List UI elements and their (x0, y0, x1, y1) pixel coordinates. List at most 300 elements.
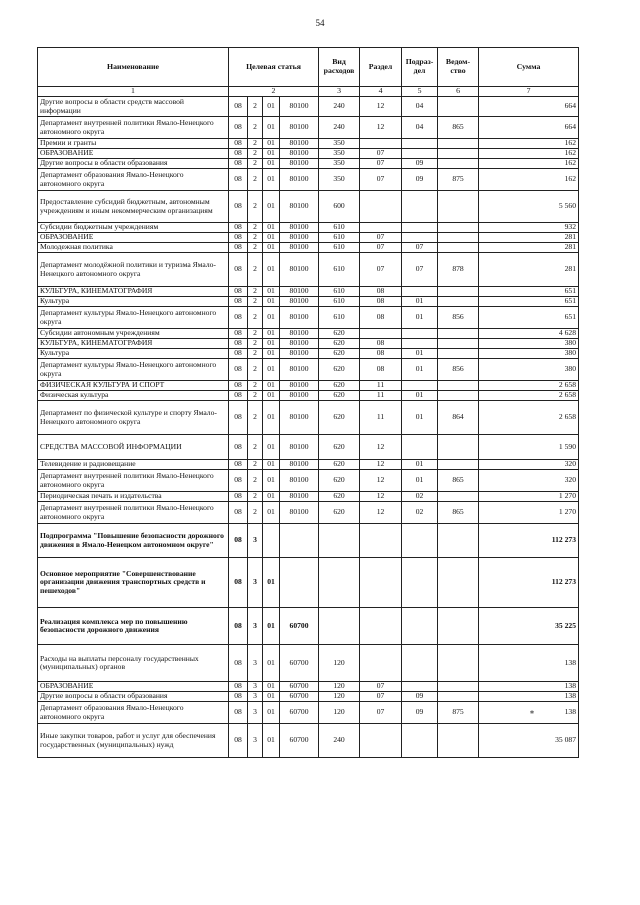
cell-department (438, 460, 479, 470)
cell-expense-type: 600 (319, 191, 360, 223)
cell-department (438, 297, 479, 307)
cell-direction-code: 80100 (280, 149, 319, 159)
cell-subprogram-code: 2 (248, 359, 263, 381)
cell-event-code: 01 (263, 435, 280, 460)
cell-subprogram-code: 2 (248, 297, 263, 307)
cell-event-code: 01 (263, 502, 280, 524)
cell-name: СРЕДСТВА МАССОВОЙ ИНФОРМАЦИИ (38, 435, 229, 460)
cell-program-code: 08 (229, 470, 248, 492)
column-number: 3 (319, 87, 360, 97)
cell-section: 08 (360, 307, 402, 329)
cell-event-code: 01 (263, 159, 280, 169)
table-header-row (38, 48, 579, 87)
cell-subprogram-code: 2 (248, 287, 263, 297)
cell-sum: 4 628 (479, 329, 579, 339)
cell-section: 07 (360, 243, 402, 253)
cell-direction-code (280, 558, 319, 608)
table-row (38, 139, 579, 149)
cell-department: 865 (438, 470, 479, 492)
cell-section: 12 (360, 117, 402, 139)
cell-section: 07 (360, 702, 402, 724)
cell-program-code: 08 (229, 149, 248, 159)
cell-event-code: 01 (263, 349, 280, 359)
cell-section: 08 (360, 359, 402, 381)
table-row (38, 608, 579, 645)
cell-name: Департамент образования Ямало-Ненецкого автономного округа (38, 169, 229, 191)
cell-event-code (263, 524, 280, 558)
table-row (38, 233, 579, 243)
cell-section (360, 139, 402, 149)
cell-department (438, 97, 479, 117)
cell-expense-type: 610 (319, 233, 360, 243)
cell-event-code: 01 (263, 470, 280, 492)
cell-direction-code: 60700 (280, 702, 319, 724)
cell-subsection: 09 (402, 702, 438, 724)
cell-name: Департамент культуры Ямало-Ненецкого автономного округа (38, 359, 229, 381)
table-row (38, 460, 579, 470)
cell-subprogram-code: 2 (248, 191, 263, 223)
cell-program-code: 08 (229, 139, 248, 149)
ink-mark: ⁎ (530, 707, 534, 716)
cell-program-code: 08 (229, 253, 248, 287)
header-subsection: Подраз-дел (402, 48, 438, 87)
cell-event-code: 01 (263, 297, 280, 307)
cell-department (438, 349, 479, 359)
cell-sum: 380 (479, 359, 579, 381)
table-row (38, 391, 579, 401)
cell-department (438, 608, 479, 645)
cell-name: Основное мероприятие "Совершенствование организации движения транспортных средств и пешеходов" (38, 558, 229, 608)
cell-subsection: 01 (402, 307, 438, 329)
cell-sum: 138 (479, 702, 579, 724)
table-row (38, 253, 579, 287)
cell-subprogram-code: 2 (248, 391, 263, 401)
cell-program-code: 08 (229, 233, 248, 243)
cell-direction-code: 80100 (280, 381, 319, 391)
cell-sum: 35 087 (479, 724, 579, 758)
table-row (38, 381, 579, 391)
cell-direction-code: 80100 (280, 329, 319, 339)
cell-direction-code: 80100 (280, 492, 319, 502)
cell-section (360, 608, 402, 645)
cell-subprogram-code: 3 (248, 692, 263, 702)
cell-subsection: 09 (402, 692, 438, 702)
cell-direction-code: 80100 (280, 169, 319, 191)
cell-subsection: 09 (402, 169, 438, 191)
cell-section: 12 (360, 97, 402, 117)
cell-expense-type (319, 608, 360, 645)
cell-department (438, 724, 479, 758)
cell-name: Департамент по физической культуре и спорту Ямало-Ненецкого автономного округа (38, 401, 229, 435)
cell-sum: 162 (479, 149, 579, 159)
cell-section (360, 524, 402, 558)
cell-program-code: 08 (229, 724, 248, 758)
cell-section: 07 (360, 233, 402, 243)
header-expense-type: Вид расходов (319, 48, 360, 87)
cell-direction-code: 80100 (280, 470, 319, 492)
table-row (38, 692, 579, 702)
cell-name: Департамент внутренней политики Ямало-Ненецкого автономного округа (38, 470, 229, 492)
cell-sum: 2 658 (479, 391, 579, 401)
cell-sum: 281 (479, 243, 579, 253)
table-row (38, 524, 579, 558)
cell-department (438, 287, 479, 297)
table-row (38, 558, 579, 608)
cell-direction-code: 80100 (280, 435, 319, 460)
cell-name: КУЛЬТУРА, КИНЕМАТОГРАФИЯ (38, 287, 229, 297)
cell-department (438, 149, 479, 159)
cell-section: 12 (360, 460, 402, 470)
cell-event-code: 01 (263, 149, 280, 159)
cell-expense-type: 610 (319, 253, 360, 287)
table-row (38, 287, 579, 297)
table-row (38, 159, 579, 169)
cell-program-code: 08 (229, 297, 248, 307)
cell-expense-type: 610 (319, 307, 360, 329)
cell-sum: 281 (479, 233, 579, 243)
cell-section: 11 (360, 401, 402, 435)
cell-subsection (402, 608, 438, 645)
cell-expense-type: 620 (319, 381, 360, 391)
cell-subprogram-code: 2 (248, 401, 263, 435)
cell-section: 08 (360, 339, 402, 349)
cell-event-code: 01 (263, 702, 280, 724)
cell-event-code: 01 (263, 243, 280, 253)
cell-program-code: 08 (229, 223, 248, 233)
cell-subprogram-code: 2 (248, 502, 263, 524)
cell-subsection: 02 (402, 502, 438, 524)
cell-direction-code: 80100 (280, 391, 319, 401)
cell-department (438, 159, 479, 169)
cell-program-code: 08 (229, 702, 248, 724)
cell-name: Департамент внутренней политики Ямало-Ненецкого автономного округа (38, 502, 229, 524)
cell-section: 07 (360, 692, 402, 702)
cell-name: Другие вопросы в области образования (38, 692, 229, 702)
cell-subsection (402, 191, 438, 223)
cell-subprogram-code: 3 (248, 645, 263, 682)
table-row (38, 359, 579, 381)
cell-subprogram-code: 2 (248, 339, 263, 349)
table-row (38, 702, 579, 724)
cell-name: Премии и гранты (38, 139, 229, 149)
cell-name: Другие вопросы в области образования (38, 159, 229, 169)
table-row (38, 435, 579, 460)
cell-section: 07 (360, 253, 402, 287)
cell-section: 12 (360, 435, 402, 460)
cell-department (438, 243, 479, 253)
cell-program-code: 08 (229, 682, 248, 692)
table-row (38, 243, 579, 253)
cell-sum: 664 (479, 117, 579, 139)
cell-sum: 2 658 (479, 381, 579, 391)
table-row (38, 329, 579, 339)
cell-sum: 35 225 (479, 608, 579, 645)
cell-subprogram-code: 2 (248, 149, 263, 159)
cell-section: 07 (360, 159, 402, 169)
cell-event-code: 01 (263, 329, 280, 339)
cell-department (438, 339, 479, 349)
cell-program-code: 08 (229, 460, 248, 470)
cell-direction-code: 80100 (280, 243, 319, 253)
cell-direction-code: 80100 (280, 253, 319, 287)
cell-sum: 112 273 (479, 558, 579, 608)
cell-subsection: 07 (402, 253, 438, 287)
cell-name: Телевидение и радиовещание (38, 460, 229, 470)
cell-direction-code: 60700 (280, 724, 319, 758)
cell-event-code: 01 (263, 139, 280, 149)
column-number: 5 (402, 87, 438, 97)
table-row (38, 724, 579, 758)
budget-table (37, 47, 579, 758)
cell-event-code: 01 (263, 724, 280, 758)
table-row (38, 97, 579, 117)
cell-section: 12 (360, 470, 402, 492)
cell-direction-code: 80100 (280, 233, 319, 243)
cell-direction-code: 60700 (280, 645, 319, 682)
cell-name: Департамент молодёжной политики и туризма Ямало-Ненецкого автономного округа (38, 253, 229, 287)
cell-section: 07 (360, 169, 402, 191)
cell-subsection (402, 149, 438, 159)
cell-expense-type: 620 (319, 502, 360, 524)
table-row (38, 117, 579, 139)
cell-program-code: 08 (229, 435, 248, 460)
table-row (38, 169, 579, 191)
cell-name: КУЛЬТУРА, КИНЕМАТОГРАФИЯ (38, 339, 229, 349)
column-number-row (38, 87, 579, 97)
cell-sum: 651 (479, 287, 579, 297)
cell-subprogram-code: 2 (248, 307, 263, 329)
cell-event-code: 01 (263, 191, 280, 223)
cell-subsection: 07 (402, 243, 438, 253)
cell-sum: 664 (479, 97, 579, 117)
header-sum: Сумма (479, 48, 579, 87)
cell-subprogram-code: 2 (248, 435, 263, 460)
cell-subsection: 01 (402, 359, 438, 381)
cell-program-code: 08 (229, 524, 248, 558)
cell-department: 856 (438, 359, 479, 381)
header-section: Раздел (360, 48, 402, 87)
table-row (38, 349, 579, 359)
cell-direction-code: 60700 (280, 682, 319, 692)
cell-direction-code: 80100 (280, 359, 319, 381)
cell-event-code: 01 (263, 233, 280, 243)
cell-name: Другие вопросы в области средств массовой информации (38, 97, 229, 117)
cell-expense-type: 350 (319, 149, 360, 159)
cell-name: Департамент образования Ямало-Ненецкого автономного округа (38, 702, 229, 724)
cell-expense-type: 240 (319, 97, 360, 117)
cell-name: Культура (38, 349, 229, 359)
cell-subprogram-code: 2 (248, 243, 263, 253)
cell-event-code: 01 (263, 359, 280, 381)
cell-expense-type: 620 (319, 329, 360, 339)
cell-subprogram-code: 2 (248, 492, 263, 502)
table-row (38, 401, 579, 435)
cell-section: 07 (360, 149, 402, 159)
cell-section: 11 (360, 381, 402, 391)
cell-direction-code: 80100 (280, 139, 319, 149)
cell-name: Физическая культура (38, 391, 229, 401)
cell-program-code: 08 (229, 492, 248, 502)
cell-name: Подпрограмма "Повышение безопасности дорожного движения в Ямало-Ненецком автономном округе" (38, 524, 229, 558)
cell-expense-type: 620 (319, 339, 360, 349)
cell-direction-code: 80100 (280, 97, 319, 117)
cell-section: 12 (360, 492, 402, 502)
cell-name: ОБРАЗОВАНИЕ (38, 682, 229, 692)
table-row (38, 339, 579, 349)
cell-subprogram-code: 2 (248, 223, 263, 233)
cell-expense-type: 350 (319, 169, 360, 191)
cell-section: 12 (360, 502, 402, 524)
cell-sum: 5 560 (479, 191, 579, 223)
cell-subsection: 04 (402, 97, 438, 117)
cell-subsection (402, 645, 438, 682)
cell-subprogram-code: 2 (248, 329, 263, 339)
cell-name: Департамент внутренней политики Ямало-Ненецкого автономного округа (38, 117, 229, 139)
cell-section (360, 724, 402, 758)
cell-section: 08 (360, 287, 402, 297)
cell-subprogram-code: 2 (248, 233, 263, 243)
column-number: 2 (229, 87, 319, 97)
cell-name: ФИЗИЧЕСКАЯ КУЛЬТУРА И СПОРТ (38, 381, 229, 391)
cell-direction-code: 60700 (280, 608, 319, 645)
cell-direction-code: 80100 (280, 401, 319, 435)
cell-name: Молодежная политика (38, 243, 229, 253)
cell-direction-code: 80100 (280, 349, 319, 359)
table-row (38, 470, 579, 492)
cell-direction-code: 80100 (280, 307, 319, 329)
cell-event-code: 01 (263, 97, 280, 117)
column-number: 4 (360, 87, 402, 97)
cell-event-code: 01 (263, 253, 280, 287)
cell-expense-type: 610 (319, 287, 360, 297)
cell-sum: 651 (479, 307, 579, 329)
cell-event-code: 01 (263, 692, 280, 702)
cell-subprogram-code: 2 (248, 253, 263, 287)
cell-sum: 380 (479, 349, 579, 359)
cell-sum: 320 (479, 460, 579, 470)
cell-subsection (402, 223, 438, 233)
cell-department: 856 (438, 307, 479, 329)
cell-section (360, 558, 402, 608)
table-row (38, 191, 579, 223)
cell-program-code: 08 (229, 339, 248, 349)
cell-sum: 1 270 (479, 492, 579, 502)
cell-sum: 380 (479, 339, 579, 349)
header-name: Наименование (38, 48, 229, 87)
cell-subprogram-code: 3 (248, 724, 263, 758)
cell-program-code: 08 (229, 359, 248, 381)
cell-department (438, 381, 479, 391)
cell-subsection: 01 (402, 349, 438, 359)
column-number: 7 (479, 87, 579, 97)
cell-expense-type: 610 (319, 223, 360, 233)
cell-expense-type: 120 (319, 692, 360, 702)
cell-sum: 162 (479, 159, 579, 169)
table-row (38, 223, 579, 233)
cell-subprogram-code: 2 (248, 117, 263, 139)
cell-department (438, 233, 479, 243)
cell-event-code: 01 (263, 645, 280, 682)
cell-subsection (402, 724, 438, 758)
cell-direction-code: 80100 (280, 297, 319, 307)
cell-program-code: 08 (229, 692, 248, 702)
cell-sum: 162 (479, 139, 579, 149)
cell-subprogram-code: 3 (248, 558, 263, 608)
cell-program-code: 08 (229, 349, 248, 359)
cell-expense-type: 620 (319, 435, 360, 460)
table-row (38, 307, 579, 329)
cell-department (438, 558, 479, 608)
cell-program-code: 08 (229, 391, 248, 401)
cell-subprogram-code: 3 (248, 608, 263, 645)
cell-direction-code: 80100 (280, 191, 319, 223)
cell-expense-type: 240 (319, 724, 360, 758)
cell-name: Культура (38, 297, 229, 307)
cell-subsection (402, 524, 438, 558)
cell-department (438, 139, 479, 149)
cell-expense-type: 240 (319, 117, 360, 139)
header-target-article: Целевая статья (229, 48, 319, 87)
cell-sum: 138 (479, 645, 579, 682)
cell-name: Периодическая печать и издательства (38, 492, 229, 502)
cell-direction-code: 80100 (280, 159, 319, 169)
table-row (38, 297, 579, 307)
cell-event-code: 01 (263, 223, 280, 233)
cell-subsection (402, 682, 438, 692)
cell-subsection (402, 139, 438, 149)
cell-program-code: 08 (229, 381, 248, 391)
cell-subprogram-code: 2 (248, 381, 263, 391)
cell-department (438, 524, 479, 558)
cell-sum: 281 (479, 253, 579, 287)
cell-expense-type: 610 (319, 297, 360, 307)
table-row (38, 149, 579, 159)
cell-expense-type: 620 (319, 460, 360, 470)
cell-program-code: 08 (229, 159, 248, 169)
cell-program-code: 08 (229, 243, 248, 253)
cell-department (438, 492, 479, 502)
table-row (38, 492, 579, 502)
cell-subsection (402, 435, 438, 460)
cell-event-code: 01 (263, 460, 280, 470)
cell-department: 865 (438, 502, 479, 524)
cell-subsection (402, 558, 438, 608)
cell-program-code: 08 (229, 191, 248, 223)
cell-program-code: 08 (229, 502, 248, 524)
cell-event-code: 01 (263, 558, 280, 608)
cell-subprogram-code: 2 (248, 460, 263, 470)
cell-subprogram-code: 3 (248, 524, 263, 558)
cell-sum: 1 590 (479, 435, 579, 460)
cell-subsection: 01 (402, 401, 438, 435)
cell-subsection: 01 (402, 391, 438, 401)
cell-department (438, 645, 479, 682)
cell-subprogram-code: 2 (248, 169, 263, 191)
cell-program-code: 08 (229, 608, 248, 645)
cell-sum: 651 (479, 297, 579, 307)
cell-expense-type: 350 (319, 159, 360, 169)
cell-department (438, 329, 479, 339)
cell-event-code: 01 (263, 492, 280, 502)
cell-program-code: 08 (229, 329, 248, 339)
cell-subprogram-code: 2 (248, 159, 263, 169)
column-number: 6 (438, 87, 479, 97)
cell-subsection: 01 (402, 460, 438, 470)
cell-event-code: 01 (263, 169, 280, 191)
cell-sum: 2 658 (479, 401, 579, 435)
cell-event-code: 01 (263, 401, 280, 435)
header-department: Ведом-ство (438, 48, 479, 87)
